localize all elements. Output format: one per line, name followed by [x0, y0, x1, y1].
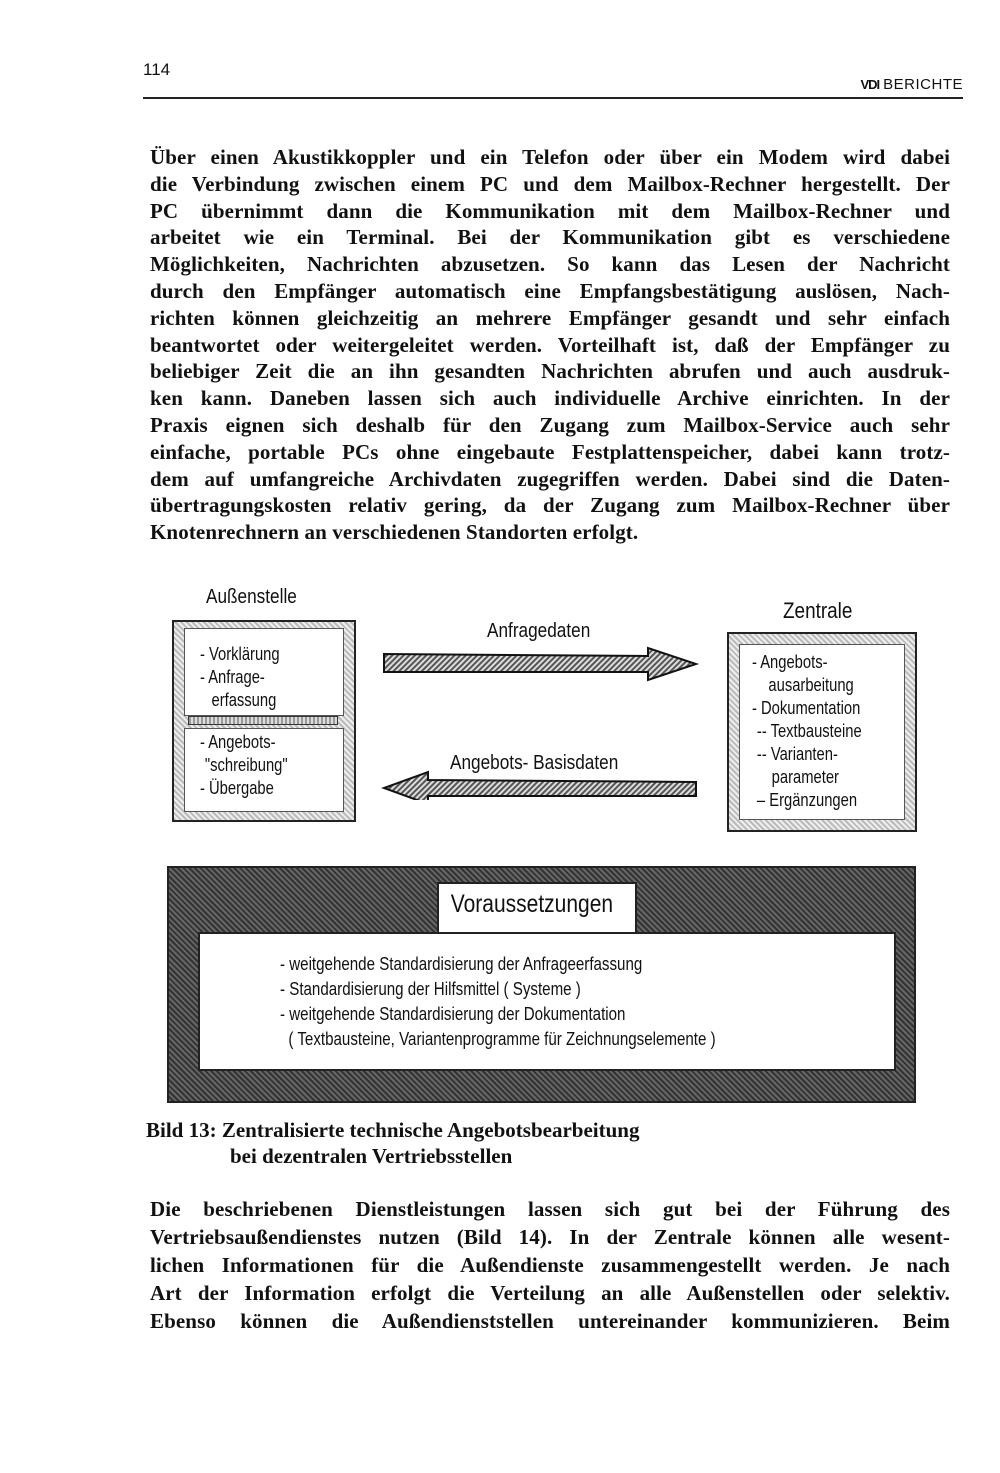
item: -- Textbausteine [756, 721, 862, 741]
text-line: Möglichkeiten, Nachrichten abzusetzen. So kann das Lesen der Nachricht [150, 252, 950, 277]
right-arrow [384, 648, 696, 680]
aussenstelle-divider [188, 716, 338, 725]
aussenstelle-top-items [200, 643, 280, 712]
item: – Ergänzungen [756, 790, 858, 810]
text-line: dem auf umfangreiche Archivdaten zugegriffen werden. Dabei sind die Daten- [150, 466, 950, 491]
item: "schreibung" [204, 755, 288, 775]
arrows-graphic [378, 640, 708, 800]
caption-line-2: bei dezentralen Vertriebsstellen [230, 1144, 513, 1168]
text-line: richten können gleichzeitig an mehrere Empfänger gesandt und sehr einfach [150, 305, 950, 330]
text-line: beliebiger Zeit die an ihn gesandten Nachrichten abrufen und auch ausdruk- [150, 359, 950, 384]
text-line: Knotenrechnern an verschiedenen Standorten erfolgt. [150, 520, 639, 545]
paragraph-1 [150, 144, 950, 546]
item: parameter [771, 767, 839, 787]
text-line: lichen Informationen für die Außendienste zusammengestellt werden. Je nach [150, 1253, 950, 1277]
requirement-item: - weitgehende Standardisierung der Anfrageerfassung [280, 954, 643, 974]
item: - Angebots- [752, 652, 828, 672]
header-rule [143, 97, 963, 99]
requirement-item: - weitgehende Standardisierung der Dokumentation [280, 1004, 626, 1024]
text-line: Die beschriebenen Dienstleistungen lassen sich gut bei der Führung des [150, 1197, 950, 1221]
anfragedaten-label: Anfragedaten [487, 620, 591, 642]
item: - Angebots- [200, 732, 276, 752]
text-line: Ebenso können die Außendienststellen untereinander kommunizieren. Beim [150, 1309, 950, 1333]
text-line: arbeitet wie ein Terminal. Bei der Kommunikation gibt es verschiedene [150, 225, 950, 250]
text-line: beantwortet oder weitergeleitet werden. Vorteilhaft ist, daß der Empfänger zu [150, 332, 950, 357]
item: - Vorklärung [200, 644, 280, 664]
text-line: übertragungskosten relativ gering, da der Zugang zum Mailbox-Rechner über [150, 493, 950, 518]
brand-text: BERICHTE [883, 76, 963, 93]
requirement-item: - Standardisierung der Hilfsmittel ( Systeme ) [280, 979, 581, 999]
figure-caption [146, 1117, 639, 1169]
aussenstelle-top-panel [184, 628, 344, 716]
publisher-brand [860, 76, 963, 93]
item: - Anfrage- [200, 667, 265, 687]
item: -- Varianten- [756, 744, 838, 764]
text-line: Über einen Akustikkoppler und ein Telefon oder über ein Modem wird dabei [150, 145, 950, 169]
aussenstelle-box [172, 620, 356, 822]
text-line: Praxis eignen sich deshalb für den Zugang zum Mailbox-Service auch sehr [150, 412, 950, 437]
text-line: durch den Empfänger automatisch eine Empfangsbestätigung auslösen, Nach- [150, 278, 950, 303]
zentrale-box [727, 632, 917, 832]
aussenstelle-bottom-items [200, 731, 288, 800]
item: - Übergabe [200, 778, 274, 798]
requirements-title-box [437, 882, 637, 934]
vdi-logo: VDI [860, 77, 880, 92]
text-line: einfache, portable PCs ohne eingebaute Festplattenspeicher, dabei kann trotz- [150, 439, 950, 464]
zentrale-title: Zentrale [783, 598, 853, 623]
requirements-list [280, 952, 716, 1052]
aussenstelle-bottom-panel [184, 728, 344, 812]
zentrale-items [752, 651, 862, 812]
paragraph-2 [150, 1195, 950, 1335]
item: ausarbeitung [768, 675, 854, 695]
angebots-basisdaten-label: Angebots- Basisdaten [450, 752, 619, 774]
caption-line-1: Bild 13: Zentralisierte technische Angebotsbearbeitung [146, 1118, 640, 1142]
requirement-item: ( Textbausteine, Variantenprogramme für Zeichnungselemente ) [288, 1029, 716, 1049]
aussenstelle-title: Außenstelle [206, 586, 297, 608]
zentrale-panel [739, 644, 905, 820]
text-line: die Verbindung zwischen einem PC und dem Mailbox-Rechner hergestellt. Der [150, 171, 950, 196]
text-line: ken kann. Daneben lassen sich auch individuelle Archive einrichten. In der [150, 386, 950, 411]
text-line: PC übernimmt dann die Kommunikation mit dem Mailbox-Rechner und [150, 198, 950, 223]
page-number: 114 [143, 60, 171, 79]
text-line: Art der Information erfolgt die Verteilung an alle Außenstellen oder selektiv. [150, 1281, 950, 1305]
requirements-title: Voraussetzungen [450, 890, 614, 918]
text-line: Vertriebsaußendienstes nutzen (Bild 14). In der Zentrale können alle wesent- [150, 1225, 950, 1249]
left-arrow [384, 772, 696, 800]
item: erfassung [211, 690, 277, 710]
item: - Dokumentation [752, 698, 861, 718]
